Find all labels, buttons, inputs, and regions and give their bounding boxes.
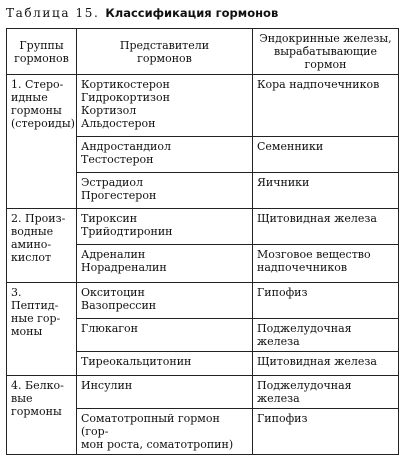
hormones-cell: Окситоцин Вазопрессин — [77, 283, 253, 319]
gland-cell: Поджелудочная железа — [253, 376, 399, 409]
group-name-cell: 1. Стеро- идные гормоны (стероиды) — [7, 75, 77, 209]
header-glands: Эндокринные железы, вырабатывающие гормон — [253, 29, 399, 75]
table-row — [7, 75, 399, 137]
gland-cell: Кора надпочечников — [253, 75, 399, 137]
hormones-cell: Эстрадиол Прогестерон — [77, 173, 253, 209]
hormones-cell: Адреналин Норадреналин — [77, 245, 253, 283]
gland-cell: Мозговое вещество надпочечников — [253, 245, 399, 283]
table-row — [7, 283, 399, 319]
hormones-cell: Соматотропный гормон (гор- мон роста, соматотропин) — [77, 409, 253, 455]
header-row — [7, 29, 399, 75]
hormones-cell: Кортикостерон Гидрокортизон Кортизол Альдостерон — [77, 75, 253, 137]
table-row — [7, 376, 399, 409]
gland-cell: Семенники — [253, 137, 399, 173]
header-representatives: Представители гормонов — [77, 29, 253, 75]
gland-cell: Поджелудочная железа — [253, 319, 399, 352]
gland-cell: Гипофиз — [253, 409, 399, 455]
table-row — [7, 209, 399, 245]
table-number: Таблица 15. — [6, 6, 100, 20]
table-title: Классификация гормонов — [105, 6, 279, 20]
hormones-cell: Инсулин — [77, 376, 253, 409]
gland-cell: Яичники — [253, 173, 399, 209]
group-name-cell: 3. Пептид- ные гор- моны — [7, 283, 77, 376]
hormones-cell: Тироксин Трийодтиронин — [77, 209, 253, 245]
gland-cell: Щитовидная железа — [253, 352, 399, 376]
hormones-cell: Андростандиол Тестостерон — [77, 137, 253, 173]
gland-cell: Щитовидная железа — [253, 209, 399, 245]
hormones-cell: Глюкагон — [77, 319, 253, 352]
hormones-cell: Тиреокальцитонин — [77, 352, 253, 376]
hormone-classification-table — [6, 28, 399, 455]
table-caption — [6, 6, 278, 20]
gland-cell: Гипофиз — [253, 283, 399, 319]
header-groups: Группы гормонов — [7, 29, 77, 75]
group-name-cell: 2. Произ- водные амино- кислот — [7, 209, 77, 283]
group-name-cell: 4. Белко- вые гормоны — [7, 376, 77, 455]
